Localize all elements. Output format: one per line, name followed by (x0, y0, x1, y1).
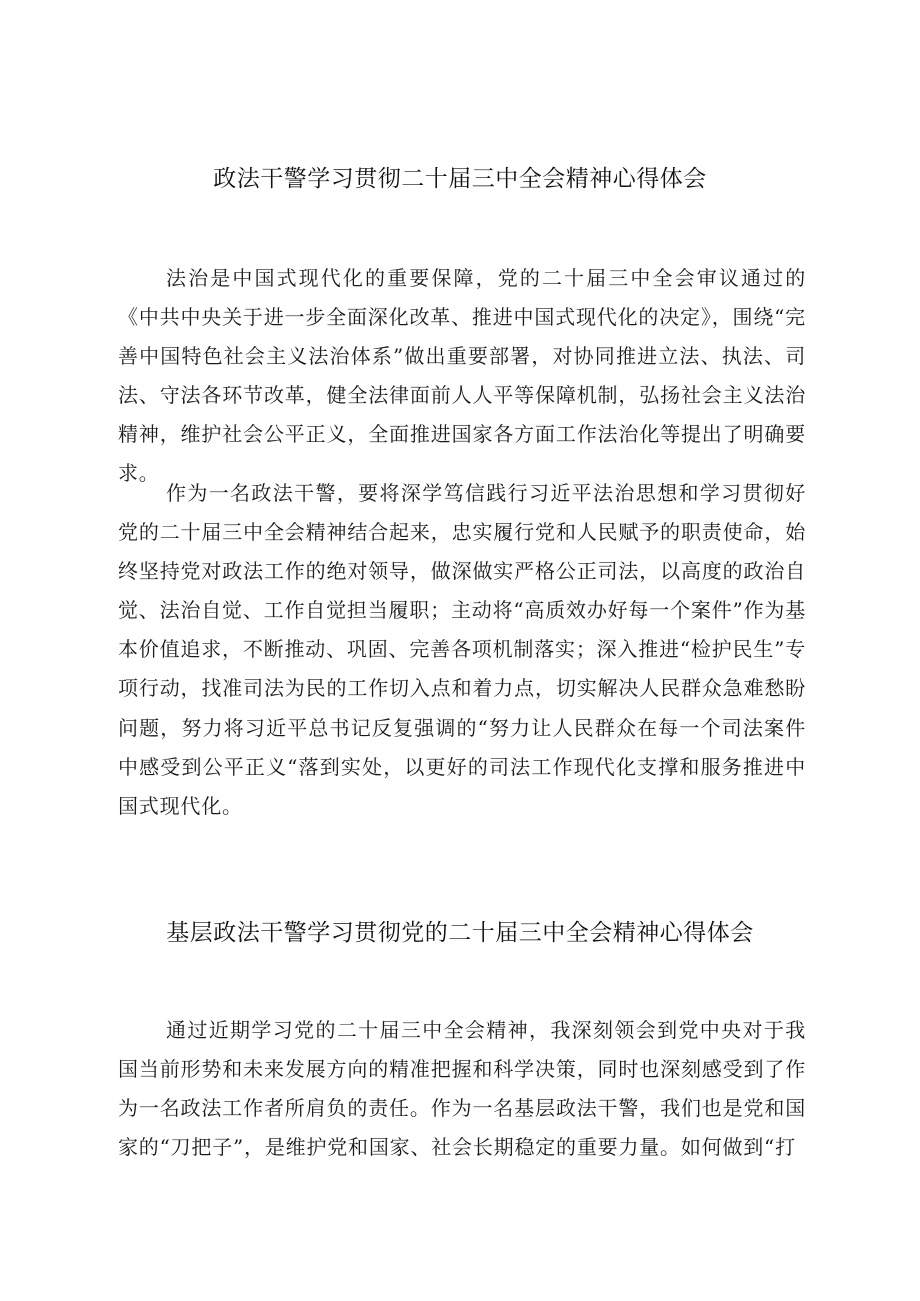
article-2-title: 基层政法干警学习贯彻党的二十届三中全会精神心得体会 (166, 920, 754, 946)
article-1-title: 政法干警学习贯彻二十届三中全会精神心得体会 (213, 166, 707, 192)
article-2-paragraph-1: 通过近期学习党的二十届三中全会精神，我深刻领会到党中央对于我国当前形势和未来发展方向的精准把握和科学决策，同时也深刻感受到了作为一名政法工作者所肩负的责任。作为一名基层政法干警，我们也是党和国家的“刀把子”，是维护党和国家、社会长期稳定的重要力量。如何做到“打 (118, 1018, 806, 1160)
article-1-paragraph-1: 法治是中国式现代化的重要保障，党的二十届三中全会审议通过的《中共中央关于进一步全面深化改革、推进中国式现代化的决定》，围绕“完善中国特色社会主义法治体系”做出重要部署，对协同推进立法、执法、司法、守法各环节改革，健全法律面前人人平等保障机制，弘扬社会主义法治精神，维护社会公平正义，全面推进国家各方面工作法治化等提出了明确要求。 (118, 266, 806, 486)
article-1-paragraph-2: 作为一名政法干警，要将深学笃信践行习近平法治思想和学习贯彻好党的二十届三中全会精神结合起来，忠实履行党和人民赋予的职责使命，始终坚持党对政法工作的绝对领导，做深做实严格公正司法，以高度的政治自觉、法治自觉、工作自觉担当履职；主动将“高质效办好每一个案件”作为基本价值追求，不断推动、巩固、完善各项机制落实；深入推进“检护民生”专项行动，找准司法为民的工作切入点和着力点，切实解决人民群众急难愁盼问题，努力将习近平总书记反复强调的“努力让人民群众在每一个司法案件中感受到公平正义“落到实处，以更好的司法工作现代化支撑和服务推进中国式现代化。 (118, 481, 806, 818)
